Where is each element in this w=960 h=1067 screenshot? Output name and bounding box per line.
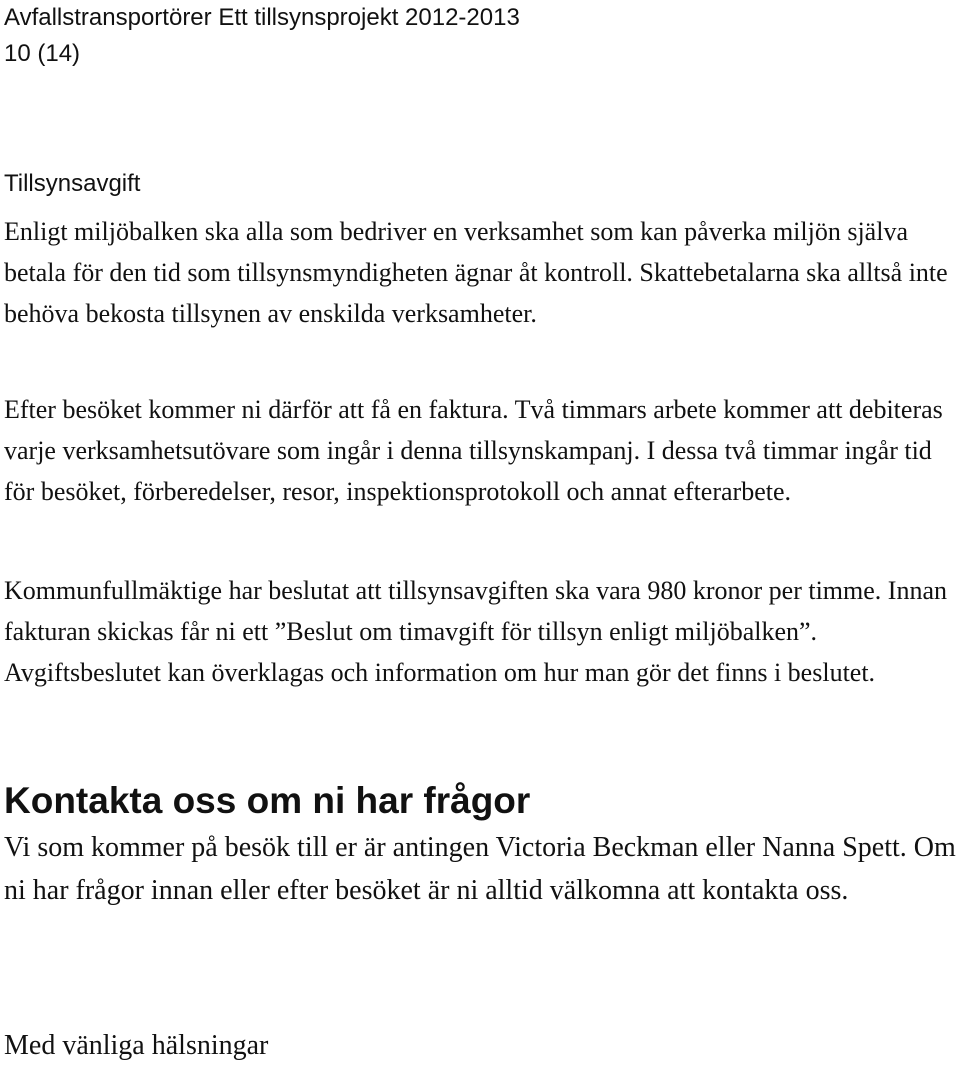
document-header — [4, 0, 520, 72]
paragraph-hourly-rate: Kommunfullmäktige har beslutat att tillsynsavgiften ska vara 980 kronor per timme. Innan fakturan skickas får ni ett ”Beslut om timavgift för tillsyn enligt miljöbalken”. Avgiftsbeslutet kan överklagas och information om hur man gör det finns i beslutet. — [4, 576, 947, 687]
page-number: 10 (14) — [4, 40, 81, 67]
paragraph-fee-intro: Enligt miljöbalken ska alla som bedriver en verksamhet som kan påverka miljön själva betala för den tid som tillsynsmyndigheten ägnar åt kontroll. Skattebetalarna ska alltså inte behöva bekosta tillsynen av enskilda verksamheter. — [4, 217, 948, 328]
paragraph-contact: Vi som kommer på besök till er är antingen Victoria Beckman eller Nanna Spett. Om ni har frågor innan eller efter besöket är ni alltid välkomna att kontakta oss. — [4, 832, 956, 906]
closing-greeting: Med vänliga hälsningar — [4, 1030, 269, 1061]
contact-heading: Kontakta oss om ni har frågor — [4, 780, 531, 821]
section-title-tillsynsavgift: Tillsynsavgift — [4, 170, 141, 197]
document-title: Avfallstransportörer Ett tillsynsprojekt 2012-2013 — [4, 4, 520, 31]
paragraph-invoice: Efter besöket kommer ni därför att få en faktura. Två timmars arbete kommer att debiteras varje verksamhetsutövare som ingår i denna tillsynskampanj. I dessa två timmar ingår tid för besöket, förberedelser, resor, inspektionsprotokoll och annat efterarbete. — [4, 395, 943, 506]
